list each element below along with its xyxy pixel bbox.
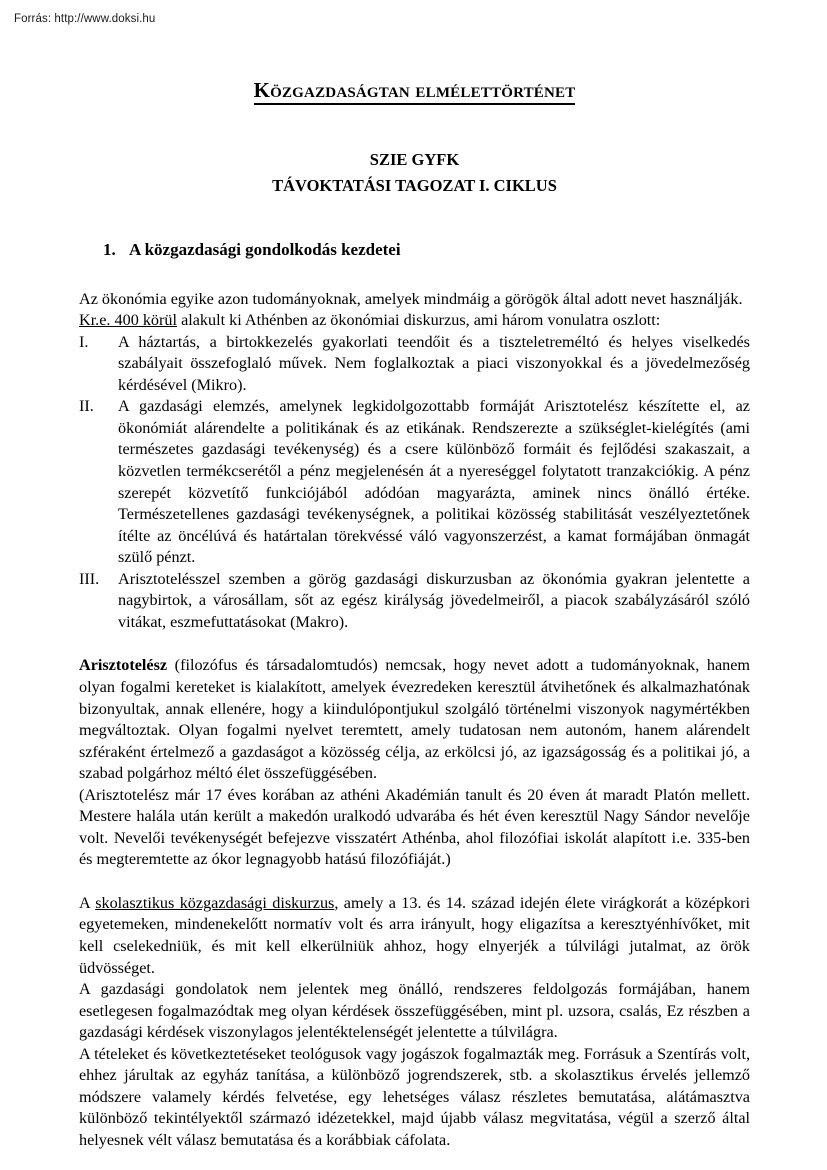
aristotle-lead-bold: Arisztotelész — [79, 656, 168, 675]
lead-in-paragraph — [79, 310, 750, 332]
scholastic-paragraph — [79, 893, 750, 979]
list-item-marker: II. — [79, 397, 94, 416]
paragraph-spacer — [79, 633, 750, 655]
scholastic-lead-underlined: skolasztikus közgazdasági diskurzus — [95, 893, 335, 912]
roman-numeral-list — [79, 332, 750, 634]
list-item — [79, 396, 750, 568]
list-item-marker: III. — [79, 569, 100, 588]
subtitle-block — [79, 102, 750, 198]
scholastic-lead-rest: , amely a 13. és 14. század idején élete virágkorát a középkori egyetemeken, mindenekelőtt normatív volt és arra irányult, hogy eligazítsa a keresztyénhívőket, mit kell cselekedniük, és mit kell elkerülniük ahhoz, hogy elnyerjék a túlvilági jutalmat, az örök üdvösséget. — [79, 893, 751, 977]
list-item-text: Arisztotelésszel szemben a görög gazdasági diskurzusban az ökonómia gyakran jelentette a nagybirtok, a városállam, sőt az egész királyság jövedelmeiről, a piacok szabályzásáról szóló vitákat, eszmefuttatásokat (Makro). — [118, 569, 750, 631]
list-item-marker: I. — [79, 332, 89, 351]
source-url-stamp: Forrás: http://www.doksi.hu — [14, 13, 156, 25]
scholastic-paragraph-2-text: A gazdasági gondolatok nem jelentek meg önálló, rendszeres feldolgozás formájában, hanem esetlegesen fogalmazódtak meg olyan kérdések összefüggésében, mint pl. uzsora, csalás, Ez részben a gazdasági kérdések viszonylagos jelentéktelenségét jelentette a túlvilágra. — [79, 980, 750, 1042]
scholastic-paragraph-2 — [79, 979, 750, 1044]
intro-paragraph-text: Az ökonómia egyike azon tudományoknak, amelyek mindmáig a görögök által adott nevet használják. — [79, 289, 743, 308]
list-item — [79, 569, 750, 634]
document-content — [79, 0, 750, 1151]
aristotle-paragraph — [79, 655, 750, 784]
lead-in-rest: alakult ki Athénben az ökonómiai diskurzus, ami három vonulatra oszlott: — [177, 311, 661, 330]
section-heading-text: A közgazdasági gondolkodás kezdetei — [129, 240, 401, 260]
page-title-text: Közgazdaságtan elmélettörténet — [254, 78, 576, 105]
paragraph-spacer — [79, 871, 750, 893]
lead-in-underlined: Kr.e. 400 körül — [79, 311, 178, 330]
list-item-text: A háztartás, a birtokkezelés gyakorlati teendőit és a tiszteletreméltó és helyes viselkedés szabályait összefoglaló művek. Nem foglalkoztak a piaci viszonyokkal és a jövedelmezőség kérdésével (Mikro). — [118, 332, 750, 394]
page-title — [79, 0, 750, 102]
institution-name: SZIE GYFK — [369, 150, 460, 170]
program-name: TÁVOKTATÁSI TAGOZAT I. CIKLUS — [272, 175, 557, 195]
scholastic-paragraph-3-text: A tételeket és következtetéseket teológusok vagy jogászok fogalmazták meg. Forrásuk a Szentírás volt, ehhez járultak az egyház tanítása, a különböző jogrendszerek, stb. a skolasztikus érvelés jellemző módszere valamely kérdés felvetése, egy lehetséges válasz részletes bemutatása, alátámasztva különböző tekintélyektől származó idézetekkel, majd újabb válasz megvitatása, végül a szerző által helyesnek vélt válasz bemutatása és a korábbiak cáfolata. — [79, 1044, 750, 1149]
list-item — [79, 332, 750, 397]
aristotle-biography-paragraph — [79, 785, 750, 871]
list-item-text: A gazdasági elemzés, amelynek legkidolgozottabb formáját Arisztotelész készítette el, az ökonómiát alárendelte a politikának és az etikának. Rendszerezte a szükséglet-kielégítés (ami természetes gazdasági tevékenység) és a csere különböző formáit és fejlődési szakaszait, a közvetlen termékcserétől a pénz megjelenésén át a nyereséggel folytatott tranzakciókig. A pénz szerepét közvetítő funkciójából adódóan magyarázta, aminek nincs önálló értéke. Természetellenes gazdasági tevékenységnek, a politikai közösség stabilitását veszélyeztetőnek ítélte az öncélúvá és határtalan törekvéssé váló vagyonszerzést, a kamat formájában önmagát szülő pénzt. — [118, 397, 750, 567]
section-number: 1. — [103, 240, 116, 260]
scholastic-lead-prefix: A — [79, 893, 96, 912]
aristotle-paragraph-text: (filozófus és társadalomtudós) nemcsak, hogy nevet adott a tudományoknak, hanem olyan fogalmi kereteket is kialakított, amelyek évezredeken keresztül átvihetőnek és alkalmazhatónak bizonyultak, annak ellenére, hogy a kiindulópontjukul szolgáló történelmi viszonyok nagymértékben megváltoztak. Olyan fogalmi nyelvet teremtett, amely tudatosan nem autonóm, hanem alárendelt szféraként értelmező a gazdaságot a közösség célja, az erkölcsi jó, az igazságosság és a politikai jó, a szabad polgárhoz méltó élet összefüggésében. — [79, 656, 750, 783]
section-heading — [79, 198, 750, 260]
intro-paragraph — [79, 261, 750, 311]
scholastic-paragraph-3 — [79, 1044, 750, 1152]
aristotle-biography-text: (Arisztotelész már 17 éves korában az athéni Akadémián tanult és 20 éven át maradt Platón mellett. Mestere halála után került a makedón uralkodó udvarába és hét éven keresztül Nagy Sándor nevelője volt. Nevelői tevékenységét befejezve visszatért Athénba, ahol filozófiai iskolát alapított i.e. 335-ben és megteremtette az ókor legnagyobb hatású filozófiáját.) — [79, 785, 750, 869]
